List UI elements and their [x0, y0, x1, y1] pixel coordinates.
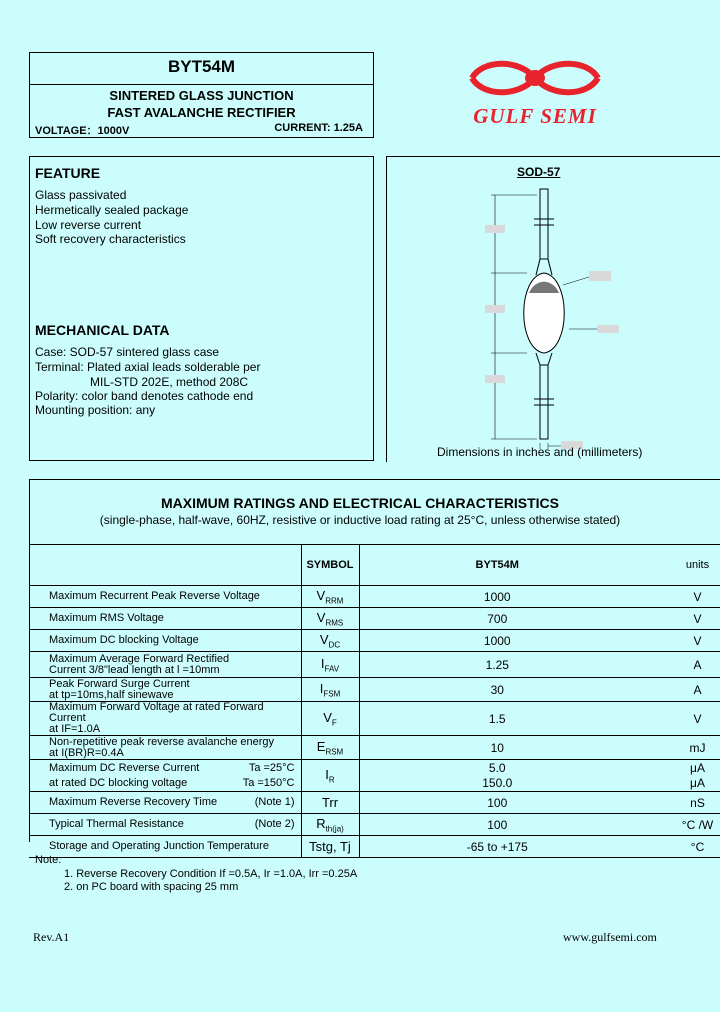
- row-description: Maximum Forward Voltage at rated Forward Current at IF=1.0A: [29, 702, 301, 736]
- feature-heading: FEATURE: [35, 165, 101, 181]
- row-value: 1.25: [359, 652, 635, 678]
- col-units-header: units: [635, 545, 720, 586]
- row-value: 10: [359, 736, 635, 760]
- row-description: Maximum DC Reverse Current Ta =25°C at rated DC blocking voltage Ta =150°C: [29, 760, 301, 792]
- row-unit: nS: [635, 792, 720, 814]
- row-value: 30: [359, 678, 635, 702]
- col-symbol-header: SYMBOL: [301, 545, 359, 586]
- feature-item: Hermetically sealed package: [35, 203, 189, 217]
- sod57-diode-outline-icon: [477, 185, 657, 455]
- row-description: Maximum DC blocking Voltage: [29, 630, 301, 652]
- ratings-subheading: (single-phase, half-wave, 60HZ, resistive or inductive load rating at 25°C, unless otherwise stated): [99, 513, 621, 527]
- feature-box: [29, 156, 374, 461]
- row-value: 700: [359, 608, 635, 630]
- table-header-desc: [29, 545, 301, 586]
- mechanical-heading: MECHANICAL DATA: [35, 322, 170, 338]
- row-symbol: $V_{RRM}$: [301, 586, 359, 608]
- row-unit: V: [635, 586, 720, 608]
- table-header-row: [29, 545, 720, 586]
- row-unit: V: [635, 608, 720, 630]
- row-description: Storage and Operating Junction Temperature: [29, 836, 301, 858]
- table-row: [29, 760, 720, 792]
- package-name: SOD-57: [517, 165, 561, 179]
- table-row: [29, 652, 720, 678]
- package-drawing-frame: [386, 156, 720, 462]
- revision-label: Rev.A1: [33, 930, 70, 944]
- row-value: 1000: [359, 630, 635, 652]
- row-symbol: $R_{th(ja)}$: [301, 814, 359, 836]
- mechanical-item: MIL-STD 202E, method 208C: [90, 375, 249, 389]
- feature-item: Low reverse current: [35, 218, 142, 232]
- table-row: [29, 678, 720, 702]
- row-symbol: $I_R$: [301, 760, 359, 792]
- table-row: [29, 630, 720, 652]
- mechanical-item: Case: SOD-57 sintered glass case: [35, 345, 220, 359]
- row-description: Maximum Average Forward Rectified Current 3/8"lead length at l =10mm: [29, 652, 301, 678]
- package-caption: Dimensions in inches and (millimeters): [437, 445, 643, 459]
- title-line1: SINTERED GLASS JUNCTION: [109, 88, 294, 103]
- title-line2: FAST AVALANCHE RECTIFIER: [107, 105, 296, 120]
- voltage-rating: VOLTAGE：1000V: [35, 125, 130, 137]
- ratings-heading: MAXIMUM RATINGS AND ELECTRICAL CHARACTERISTICS: [161, 495, 559, 511]
- notes-heading: Note:: [35, 854, 62, 866]
- feature-item: Glass passivated: [35, 188, 127, 202]
- current-rating: CURRENT: 1.25A: [274, 122, 363, 134]
- part-number: BYT54M: [167, 57, 236, 76]
- note-item: 1. Reverse Recovery Condition If =0.5A, Ir =1.0A, Irr =0.25A: [64, 868, 358, 880]
- logo-text: GULF SEMI: [473, 104, 597, 128]
- row-unit: V: [635, 630, 720, 652]
- ratings-table: [29, 544, 720, 858]
- table-row: [29, 836, 720, 858]
- mechanical-item: Polarity: color band denotes cathode end: [35, 389, 254, 403]
- row-description: Maximum RMS Voltage: [29, 608, 301, 630]
- table-row: [29, 736, 720, 760]
- website-link[interactable]: www.gulfsemi.com: [563, 930, 657, 944]
- row-unit: mJ: [635, 736, 720, 760]
- table-row: [29, 702, 720, 736]
- row-unit: °C /W: [635, 814, 720, 836]
- row-symbol: $V_{DC}$: [301, 630, 359, 652]
- row-symbol: $V_F$: [301, 702, 359, 736]
- row-unit: A: [635, 678, 720, 702]
- logo-mark-icon: [460, 56, 610, 100]
- table-row: [29, 792, 720, 814]
- row-symbol: Tstg, Tj: [301, 836, 359, 858]
- row-unit: V: [635, 702, 720, 736]
- row-value: 5.0 150.0: [359, 760, 635, 792]
- row-symbol: Trr: [301, 792, 359, 814]
- mechanical-item: Terminal: Plated axial leads solderable per: [35, 360, 261, 374]
- mechanical-item: Mounting position: any: [35, 403, 156, 417]
- row-value: 100: [359, 814, 635, 836]
- feature-item: Soft recovery characteristics: [35, 232, 186, 246]
- row-description: Maximum Reverse Recovery Time (Note 1): [29, 792, 301, 814]
- row-symbol: $I_{FSM}$: [301, 678, 359, 702]
- row-value: 1000: [359, 586, 635, 608]
- col-part-header: BYT54M: [359, 545, 635, 586]
- table-row: [29, 814, 720, 836]
- header-box: [29, 52, 374, 138]
- note-item: 2. on PC board with spacing 25 mm: [64, 881, 239, 893]
- header-divider: [30, 84, 373, 85]
- row-value: 100: [359, 792, 635, 814]
- row-symbol: $V_{RMS}$: [301, 608, 359, 630]
- row-unit: A: [635, 652, 720, 678]
- row-description: Maximum Recurrent Peak Reverse Voltage: [29, 586, 301, 608]
- row-value: -65 to +175: [359, 836, 635, 858]
- company-logo: [460, 56, 610, 136]
- row-unit: μA μA: [635, 760, 720, 792]
- table-row: [29, 608, 720, 630]
- row-value: 1.5: [359, 702, 635, 736]
- row-description: Non-repetitive peak reverse avalanche energy at I(BR)R=0.4A: [29, 736, 301, 760]
- row-unit: °C: [635, 836, 720, 858]
- row-description: Peak Forward Surge Current at tp=10ms,half sinewave: [29, 678, 301, 702]
- row-description: Typical Thermal Resistance (Note 2): [29, 814, 301, 836]
- row-symbol: $E_{RSM}$: [301, 736, 359, 760]
- row-symbol: $I_{FAV}$: [301, 652, 359, 678]
- table-row: [29, 586, 720, 608]
